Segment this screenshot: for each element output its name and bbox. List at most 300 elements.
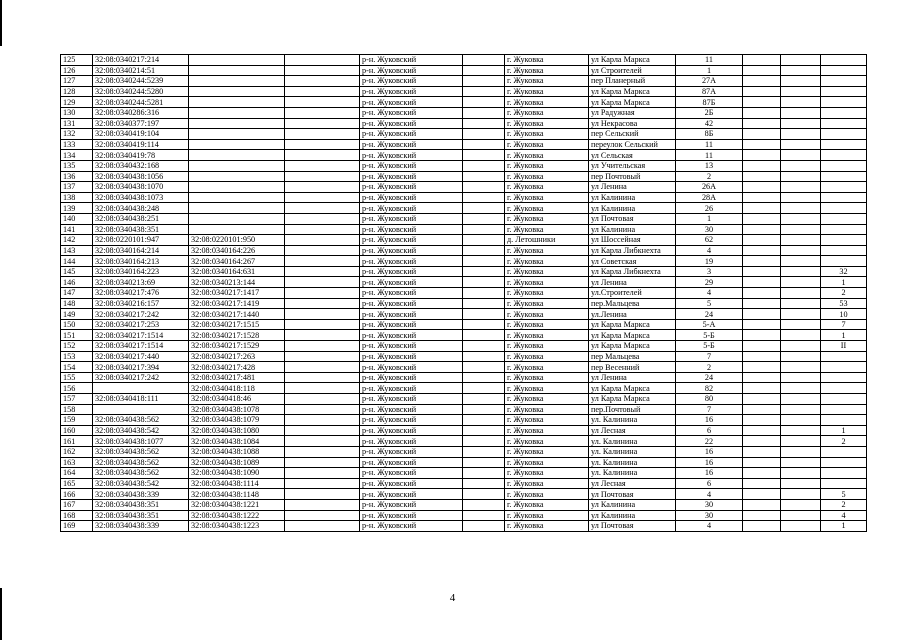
district-cell: р-н. Жуковский xyxy=(360,415,463,426)
blank-cell-cell xyxy=(285,298,360,309)
blank-cell-cell xyxy=(285,415,360,426)
house-number-cell: 4 xyxy=(676,245,743,256)
district-cell: р-н. Жуковский xyxy=(360,468,463,479)
blank-cell-cell xyxy=(743,404,781,415)
district-cell: р-н. Жуковский xyxy=(360,298,463,309)
cadastral-number-cell: 32:08:0340217:1514 xyxy=(93,330,189,341)
house-number-cell: 2Б xyxy=(676,107,743,118)
district-cell: р-н. Жуковский xyxy=(360,319,463,330)
district-cell: р-н. Жуковский xyxy=(360,266,463,277)
blank-cell-cell xyxy=(781,319,821,330)
blank-cell-cell xyxy=(743,86,781,97)
cadastral-number-cell: 32:08:0340377:197 xyxy=(93,118,189,129)
street-cell: ул Калинина xyxy=(589,499,676,510)
cadastral-number-cell: 32:08:0340419:104 xyxy=(93,129,189,140)
cadastral-number-linked-cell xyxy=(189,97,285,108)
blank-cell-cell xyxy=(285,351,360,362)
row-number-cell: 144 xyxy=(61,256,93,267)
cadastral-number-cell: 32:08:0340438:562 xyxy=(93,457,189,468)
blank-cell-cell xyxy=(463,150,505,161)
apartment-number-cell xyxy=(821,171,867,182)
blank-cell-cell xyxy=(743,235,781,246)
blank-cell-cell xyxy=(781,341,821,352)
district-cell: р-н. Жуковский xyxy=(360,425,463,436)
cadastral-number-cell: 32:08:0340438:339 xyxy=(93,489,189,500)
cadastral-number-linked-cell xyxy=(189,171,285,182)
blank-cell-cell xyxy=(463,446,505,457)
blank-cell-cell xyxy=(781,129,821,140)
table-row xyxy=(61,235,867,246)
blank-cell-cell xyxy=(743,446,781,457)
cadastral-number-cell: 32:08:0340164:223 xyxy=(93,266,189,277)
row-number-cell: 133 xyxy=(61,139,93,150)
house-number-cell: 87А xyxy=(676,86,743,97)
cadastral-number-linked-cell: 32:08:0340217:1529 xyxy=(189,341,285,352)
table-row xyxy=(61,277,867,288)
blank-cell-cell xyxy=(285,372,360,383)
cadastral-number-linked-cell xyxy=(189,224,285,235)
street-cell: ул Шоссейная xyxy=(589,235,676,246)
cadastral-number-linked-cell: 32:08:0340418:118 xyxy=(189,383,285,394)
cadastral-number-cell: 32:08:0340438:562 xyxy=(93,468,189,479)
cadastral-number-cell: 32:08:0340438:562 xyxy=(93,415,189,426)
district-cell: р-н. Жуковский xyxy=(360,86,463,97)
blank-cell-cell xyxy=(285,468,360,479)
house-number-cell: 4 xyxy=(676,288,743,299)
blank-cell-cell xyxy=(743,351,781,362)
table-row xyxy=(61,129,867,140)
cadastral-number-linked-cell: 32:08:0340164:267 xyxy=(189,256,285,267)
locality-cell: г. Жуковка xyxy=(505,97,589,108)
row-number-cell: 150 xyxy=(61,319,93,330)
table-row xyxy=(61,55,867,66)
apartment-number-cell xyxy=(821,118,867,129)
cadastral-number-linked-cell xyxy=(189,107,285,118)
row-number-cell: 162 xyxy=(61,446,93,457)
row-number-cell: 130 xyxy=(61,107,93,118)
apartment-number-cell xyxy=(821,203,867,214)
blank-cell-cell xyxy=(781,436,821,447)
blank-cell-cell xyxy=(285,129,360,140)
blank-cell-cell xyxy=(743,97,781,108)
street-cell: ул Некрасова xyxy=(589,118,676,129)
blank-cell-cell xyxy=(285,224,360,235)
blank-cell-cell xyxy=(743,415,781,426)
blank-cell-cell xyxy=(781,76,821,87)
apartment-number-cell: 10 xyxy=(821,309,867,320)
blank-cell-cell xyxy=(285,521,360,532)
blank-cell-cell xyxy=(285,107,360,118)
property-register-table xyxy=(60,54,867,532)
cadastral-number-linked-cell: 32:08:0340217:1515 xyxy=(189,319,285,330)
table-row xyxy=(61,224,867,235)
blank-cell-cell xyxy=(463,404,505,415)
blank-cell-cell xyxy=(743,341,781,352)
cadastral-number-linked-cell xyxy=(189,150,285,161)
street-cell: ул Лесная xyxy=(589,478,676,489)
row-number-cell: 132 xyxy=(61,129,93,140)
house-number-cell: 5-Б xyxy=(676,341,743,352)
cadastral-number-linked-cell: 32:08:0340438:1080 xyxy=(189,425,285,436)
apartment-number-cell xyxy=(821,107,867,118)
blank-cell-cell xyxy=(285,383,360,394)
table-row xyxy=(61,521,867,532)
street-cell: ул. Калинина xyxy=(589,446,676,457)
row-number-cell: 164 xyxy=(61,468,93,479)
blank-cell-cell xyxy=(781,510,821,521)
blank-cell-cell xyxy=(781,203,821,214)
house-number-cell: 5 xyxy=(676,298,743,309)
row-number-cell: 165 xyxy=(61,478,93,489)
cadastral-number-linked-cell: 32:08:0340217:1528 xyxy=(189,330,285,341)
blank-cell-cell xyxy=(743,203,781,214)
street-cell: ул Лесная xyxy=(589,425,676,436)
cadastral-number-cell: 32:08:0340438:351 xyxy=(93,224,189,235)
row-number-cell: 157 xyxy=(61,394,93,405)
locality-cell: г. Жуковка xyxy=(505,510,589,521)
apartment-number-cell xyxy=(821,86,867,97)
cadastral-number-cell: 32:08:0340214:51 xyxy=(93,65,189,76)
row-number-cell: 145 xyxy=(61,266,93,277)
blank-cell-cell xyxy=(285,97,360,108)
cadastral-number-linked-cell xyxy=(189,86,285,97)
blank-cell-cell xyxy=(285,150,360,161)
blank-cell-cell xyxy=(285,76,360,87)
house-number-cell: 42 xyxy=(676,118,743,129)
table-row xyxy=(61,319,867,330)
blank-cell-cell xyxy=(463,341,505,352)
locality-cell: г. Жуковка xyxy=(505,404,589,415)
cadastral-number-cell xyxy=(93,383,189,394)
blank-cell-cell xyxy=(463,118,505,129)
blank-cell-cell xyxy=(463,277,505,288)
apartment-number-cell xyxy=(821,394,867,405)
district-cell: р-н. Жуковский xyxy=(360,394,463,405)
table-row xyxy=(61,182,867,193)
blank-cell-cell xyxy=(743,65,781,76)
apartment-number-cell xyxy=(821,256,867,267)
blank-cell-cell xyxy=(781,182,821,193)
house-number-cell: 7 xyxy=(676,351,743,362)
house-number-cell: 80 xyxy=(676,394,743,405)
apartment-number-cell: 2 xyxy=(821,288,867,299)
table-row xyxy=(61,510,867,521)
apartment-number-cell xyxy=(821,478,867,489)
blank-cell-cell xyxy=(781,277,821,288)
cadastral-number-cell: 32:08:0340438:1056 xyxy=(93,171,189,182)
row-number-cell: 168 xyxy=(61,510,93,521)
house-number-cell: 30 xyxy=(676,499,743,510)
blank-cell-cell xyxy=(743,394,781,405)
street-cell: ул Почтовая xyxy=(589,213,676,224)
locality-cell: г. Жуковка xyxy=(505,256,589,267)
blank-cell-cell xyxy=(463,160,505,171)
row-number-cell: 126 xyxy=(61,65,93,76)
cadastral-number-cell: 32:08:0340217:253 xyxy=(93,319,189,330)
street-cell: ул. Калинина xyxy=(589,436,676,447)
row-number-cell: 167 xyxy=(61,499,93,510)
locality-cell: г. Жуковка xyxy=(505,224,589,235)
blank-cell-cell xyxy=(463,330,505,341)
cadastral-number-cell: 32:08:0340217:214 xyxy=(93,55,189,66)
district-cell: р-н. Жуковский xyxy=(360,404,463,415)
cadastral-number-cell: 32:08:0340286:316 xyxy=(93,107,189,118)
cadastral-number-cell: 32:08:0340438:562 xyxy=(93,446,189,457)
blank-cell-cell xyxy=(463,97,505,108)
blank-cell-cell xyxy=(781,139,821,150)
table-row xyxy=(61,65,867,76)
street-cell: пер Мальцева xyxy=(589,351,676,362)
blank-cell-cell xyxy=(285,341,360,352)
district-cell: р-н. Жуковский xyxy=(360,139,463,150)
blank-cell-cell xyxy=(743,372,781,383)
locality-cell: г. Жуковка xyxy=(505,394,589,405)
cadastral-number-linked-cell xyxy=(189,192,285,203)
locality-cell: г. Жуковка xyxy=(505,319,589,330)
apartment-number-cell xyxy=(821,235,867,246)
street-cell: ул.Строителей xyxy=(589,288,676,299)
blank-cell-cell xyxy=(743,266,781,277)
locality-cell: г. Жуковка xyxy=(505,203,589,214)
cadastral-number-linked-cell: 32:08:0340164:226 xyxy=(189,245,285,256)
cadastral-number-cell: 32:08:0340438:1073 xyxy=(93,192,189,203)
page-edge-mark-top xyxy=(0,0,2,46)
district-cell: р-н. Жуковский xyxy=(360,55,463,66)
blank-cell-cell xyxy=(743,499,781,510)
cadastral-number-linked-cell: 32:08:0340217:1417 xyxy=(189,288,285,299)
cadastral-number-linked-cell xyxy=(189,129,285,140)
street-cell: пер Планерный xyxy=(589,76,676,87)
blank-cell-cell xyxy=(285,309,360,320)
cadastral-number-cell: 32:08:0340419:114 xyxy=(93,139,189,150)
district-cell: р-н. Жуковский xyxy=(360,446,463,457)
row-number-cell: 149 xyxy=(61,309,93,320)
register-table-body xyxy=(61,55,867,532)
row-number-cell: 161 xyxy=(61,436,93,447)
blank-cell-cell xyxy=(743,213,781,224)
blank-cell-cell xyxy=(781,457,821,468)
house-number-cell: 29 xyxy=(676,277,743,288)
blank-cell-cell xyxy=(781,65,821,76)
house-number-cell: 1 xyxy=(676,65,743,76)
locality-cell: г. Жуковка xyxy=(505,118,589,129)
blank-cell-cell xyxy=(781,55,821,66)
house-number-cell: 5-Б xyxy=(676,330,743,341)
blank-cell-cell xyxy=(781,97,821,108)
locality-cell: г. Жуковка xyxy=(505,521,589,532)
cadastral-number-cell: 32:08:0340419:78 xyxy=(93,150,189,161)
row-number-cell: 135 xyxy=(61,160,93,171)
blank-cell-cell xyxy=(743,288,781,299)
row-number-cell: 169 xyxy=(61,521,93,532)
cadastral-number-linked-cell: 32:08:0340438:1084 xyxy=(189,436,285,447)
blank-cell-cell xyxy=(285,182,360,193)
district-cell: р-н. Жуковский xyxy=(360,76,463,87)
house-number-cell: 62 xyxy=(676,235,743,246)
cadastral-number-cell: 32:08:0340164:214 xyxy=(93,245,189,256)
row-number-cell: 159 xyxy=(61,415,93,426)
blank-cell-cell xyxy=(781,107,821,118)
row-number-cell: 134 xyxy=(61,150,93,161)
row-number-cell: 160 xyxy=(61,425,93,436)
blank-cell-cell xyxy=(285,235,360,246)
row-number-cell: 166 xyxy=(61,489,93,500)
locality-cell: г. Жуковка xyxy=(505,457,589,468)
district-cell: р-н. Жуковский xyxy=(360,203,463,214)
table-row xyxy=(61,478,867,489)
blank-cell-cell xyxy=(285,404,360,415)
blank-cell-cell xyxy=(463,394,505,405)
locality-cell: г. Жуковка xyxy=(505,478,589,489)
district-cell: р-н. Жуковский xyxy=(360,499,463,510)
table-row xyxy=(61,213,867,224)
row-number-cell: 154 xyxy=(61,362,93,373)
blank-cell-cell xyxy=(463,298,505,309)
blank-cell-cell xyxy=(781,213,821,224)
table-row xyxy=(61,309,867,320)
district-cell: р-н. Жуковский xyxy=(360,309,463,320)
table-row xyxy=(61,468,867,479)
blank-cell-cell xyxy=(781,425,821,436)
cadastral-number-cell xyxy=(93,404,189,415)
street-cell: ул Карла Маркса xyxy=(589,383,676,394)
apartment-number-cell xyxy=(821,76,867,87)
row-number-cell: 155 xyxy=(61,372,93,383)
street-cell: ул Учительская xyxy=(589,160,676,171)
table-row xyxy=(61,425,867,436)
cadastral-number-linked-cell: 32:08:0340217:481 xyxy=(189,372,285,383)
locality-cell: г. Жуковка xyxy=(505,139,589,150)
row-number-cell: 158 xyxy=(61,404,93,415)
street-cell: ул Радужная xyxy=(589,107,676,118)
locality-cell: г. Жуковка xyxy=(505,330,589,341)
district-cell: р-н. Жуковский xyxy=(360,213,463,224)
apartment-number-cell: 1 xyxy=(821,277,867,288)
table-row xyxy=(61,436,867,447)
locality-cell: г. Жуковка xyxy=(505,446,589,457)
table-row xyxy=(61,245,867,256)
apartment-number-cell xyxy=(821,245,867,256)
cadastral-number-cell: 32:08:0220101:947 xyxy=(93,235,189,246)
street-cell: ул Советская xyxy=(589,256,676,267)
house-number-cell: 8Б xyxy=(676,129,743,140)
locality-cell: г. Жуковка xyxy=(505,65,589,76)
blank-cell-cell xyxy=(463,203,505,214)
cadastral-number-cell: 32:08:0340244:5239 xyxy=(93,76,189,87)
apartment-number-cell: 32 xyxy=(821,266,867,277)
row-number-cell: 136 xyxy=(61,171,93,182)
blank-cell-cell xyxy=(285,319,360,330)
blank-cell-cell xyxy=(781,224,821,235)
blank-cell-cell xyxy=(463,478,505,489)
blank-cell-cell xyxy=(463,468,505,479)
row-number-cell: 140 xyxy=(61,213,93,224)
blank-cell-cell xyxy=(781,521,821,532)
street-cell: ул. Калинина xyxy=(589,415,676,426)
house-number-cell: 16 xyxy=(676,415,743,426)
cadastral-number-linked-cell: 32:08:0340438:1114 xyxy=(189,478,285,489)
blank-cell-cell xyxy=(463,171,505,182)
blank-cell-cell xyxy=(463,436,505,447)
street-cell: ул Карла Маркса xyxy=(589,55,676,66)
table-row xyxy=(61,383,867,394)
cadastral-number-cell: 32:08:0340418:111 xyxy=(93,394,189,405)
street-cell: ул Карла Маркса xyxy=(589,97,676,108)
table-row xyxy=(61,489,867,500)
row-number-cell: 156 xyxy=(61,383,93,394)
row-number-cell: 127 xyxy=(61,76,93,87)
house-number-cell: 87Б xyxy=(676,97,743,108)
apartment-number-cell xyxy=(821,150,867,161)
street-cell: ул Калинина xyxy=(589,203,676,214)
row-number-cell: 152 xyxy=(61,341,93,352)
apartment-number-cell xyxy=(821,55,867,66)
house-number-cell: 7 xyxy=(676,404,743,415)
blank-cell-cell xyxy=(743,362,781,373)
blank-cell-cell xyxy=(285,362,360,373)
blank-cell-cell xyxy=(285,171,360,182)
cadastral-number-linked-cell xyxy=(189,118,285,129)
blank-cell-cell xyxy=(743,107,781,118)
blank-cell-cell xyxy=(781,446,821,457)
blank-cell-cell xyxy=(463,192,505,203)
cadastral-number-cell: 32:08:0340217:242 xyxy=(93,309,189,320)
table-row xyxy=(61,351,867,362)
district-cell: р-н. Жуковский xyxy=(360,521,463,532)
blank-cell-cell xyxy=(463,55,505,66)
blank-cell-cell xyxy=(285,65,360,76)
cadastral-number-linked-cell: 32:08:0340438:1089 xyxy=(189,457,285,468)
table-row xyxy=(61,266,867,277)
street-cell: ул. Калинина xyxy=(589,468,676,479)
cadastral-number-linked-cell: 32:08:0340438:1221 xyxy=(189,499,285,510)
cadastral-number-linked-cell: 32:08:0340438:1148 xyxy=(189,489,285,500)
house-number-cell: 13 xyxy=(676,160,743,171)
district-cell: р-н. Жуковский xyxy=(360,372,463,383)
blank-cell-cell xyxy=(463,86,505,97)
blank-cell-cell xyxy=(285,330,360,341)
blank-cell-cell xyxy=(743,55,781,66)
house-number-cell: 82 xyxy=(676,383,743,394)
district-cell: р-н. Жуковский xyxy=(360,510,463,521)
table-row xyxy=(61,394,867,405)
blank-cell-cell xyxy=(743,457,781,468)
house-number-cell: 4 xyxy=(676,521,743,532)
blank-cell-cell xyxy=(781,499,821,510)
row-number-cell: 151 xyxy=(61,330,93,341)
locality-cell: г. Жуковка xyxy=(505,351,589,362)
row-number-cell: 141 xyxy=(61,224,93,235)
blank-cell-cell xyxy=(285,288,360,299)
blank-cell-cell xyxy=(285,446,360,457)
apartment-number-cell xyxy=(821,383,867,394)
row-number-cell: 148 xyxy=(61,298,93,309)
blank-cell-cell xyxy=(743,521,781,532)
blank-cell-cell xyxy=(463,510,505,521)
street-cell: пер Почтовый xyxy=(589,171,676,182)
cadastral-number-linked-cell xyxy=(189,182,285,193)
blank-cell-cell xyxy=(781,245,821,256)
district-cell: р-н. Жуковский xyxy=(360,65,463,76)
house-number-cell: 5-А xyxy=(676,319,743,330)
locality-cell: г. Жуковка xyxy=(505,425,589,436)
district-cell: р-н. Жуковский xyxy=(360,478,463,489)
cadastral-number-linked-cell: 32:08:0340438:1223 xyxy=(189,521,285,532)
cadastral-number-linked-cell xyxy=(189,203,285,214)
cadastral-number-linked-cell: 32:08:0340217:1419 xyxy=(189,298,285,309)
blank-cell-cell xyxy=(781,118,821,129)
house-number-cell: 19 xyxy=(676,256,743,267)
